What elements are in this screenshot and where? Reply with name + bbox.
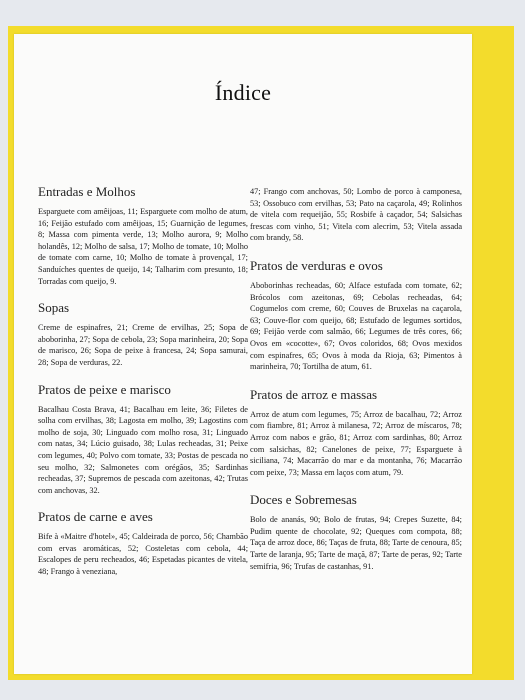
section-heading: Pratos de peixe e marisco <box>38 381 171 397</box>
section-heading: Sopas <box>38 300 70 316</box>
section-entries: Aboborinhas recheadas, 60; Alface estufada com tomate, 62; Brócolos com azeitonas, 69; Cebolas recheadas, 64; Cogumelos com creme, 60; Couves de Bruxelas na caçarola, 63; Couve-flor com queijo, 68; Estufado de legumes sortidos, 69; Feijão verde com salmão, 66; Legumes de três cores, 66; Ovos em «cocotte», 67; Ovos coloridos, 68; Ovos mexidos com espinafres, 65; Ovos à moda da Rioja, 63; Pimentos à marinheira, 70; Tortilha de atum, 61. <box>250 280 462 372</box>
section-heading: Pratos de arroz e massas <box>250 386 378 402</box>
section-verduras-ovos <box>250 258 462 373</box>
section-doces-sobremesas <box>250 492 462 572</box>
section-peixe-marisco <box>38 382 248 497</box>
section-heading: Doces e Sobremesas <box>250 492 357 508</box>
section-entries: 47; Frango com anchovas, 50; Lombo de porco à camponesa, 53; Ossobuco com ervilhas, 53; Pato na caçarola, 49; Rolinhos de vitela com requeijão, 55; Rosbife à caçador, 54; Salsichas frescas com vinho, 51; Vitela com alecrim, 53; Vitela assada com brandy, 58. <box>250 187 462 243</box>
right-column <box>250 186 462 586</box>
section-entries: Bolo de ananás, 90; Bolo de frutas, 94; Crepes Suzette, 84; Pudim quente de chocolate, 92; Queques com compota, 88; Taça de arroz doce, 86; Taças de fruta, 88; Tarte de cenoura, 85; Tarte de laranja, 95; Tarte de maçã, 87; Tarte de peras, 92; Tarte semifria, 96; Trufas de castanhas, 91. <box>250 515 462 571</box>
section-entradas-molhos <box>38 184 248 287</box>
section-heading: Pratos de verduras e ovos <box>250 257 383 273</box>
section-sopas <box>38 300 248 368</box>
page-title: Índice <box>214 80 272 105</box>
section-entries: Arroz de atum com legumes, 75; Arroz de bacalhau, 72; Arroz com fiambre, 81; Arroz à milanesa, 72; Arroz de míscaros, 78; Arroz com nabos e grão, 81; Arroz com sardinhas, 80; Arroz com salsichas, 82; Canelones de peixe, 77; Esparguete à siciliana, 74; Macarrão do mar e da montanha, 76; Macarrão com peixe, 73; Massa em laços com atum, 79. <box>250 409 462 477</box>
section-entries: Esparguete com amêijoas, 11; Esparguete com molho de atum, 16; Feijão estufado com amêijoas, 15; Guarnição de legumes, 8; Massa com pimenta verde, 13; Molho aurora, 9; Molho holandês, 12; Molho de salsa, 17; Molho de tomate, 10; Molho de tomate com carne, 10; Molho de tomate à provençal, 17; Sanduíches quentes de queijo, 14; Talharim com presunto, 18; Torradas com queijo, 9. <box>38 207 248 286</box>
left-column <box>38 184 248 591</box>
section-heading: Pratos de carne e aves <box>38 509 153 525</box>
section-carne-aves <box>38 509 248 577</box>
section-carne-aves-continued <box>250 186 462 244</box>
index-page <box>14 34 472 674</box>
section-arroz-massas <box>250 387 462 479</box>
section-entries: Creme de espinafres, 21; Creme de ervilhas, 25; Sopa de aboborinha, 27; Sopa de cebola, 23; Sopa marinheira, 20; Sopa de marisco, 26; Sopa de peixe à francesa, 24; Sopa samurai, 28; Sopa de verduras, 22. <box>38 323 248 367</box>
section-heading: Entradas e Molhos <box>38 184 136 199</box>
section-entries: Bife à «Maitre d'hotel», 45; Caldeirada de porco, 56; Chambão com ervas aromáticas, 52; Costeletas com cebola, 44; Escalopes de peru recheados, 46; Espetadas picantes de vitela, 48; Frango à veneziana, <box>38 532 248 577</box>
section-entries: Bacalhau Costa Brava, 41; Bacalhau em leite, 36; Filetes de solha com ervilhas, 38; Lagosta em molho, 39; Lagostins com molho de soja, 30; Linguado com molho rosa, 31; Linguado com natas, 34; Lúcio guisado, 38; Lulas recheadas, 31; Peixe com legumes, 40; Polvo com tomate, 33; Postas de pescada no seu molho, 32; Salmonetes com orégãos, 35; Sardinhas recheadas, 37; Supremos de pescada com azeitonas, 42; Trutas com anchovas, 32. <box>38 404 248 495</box>
